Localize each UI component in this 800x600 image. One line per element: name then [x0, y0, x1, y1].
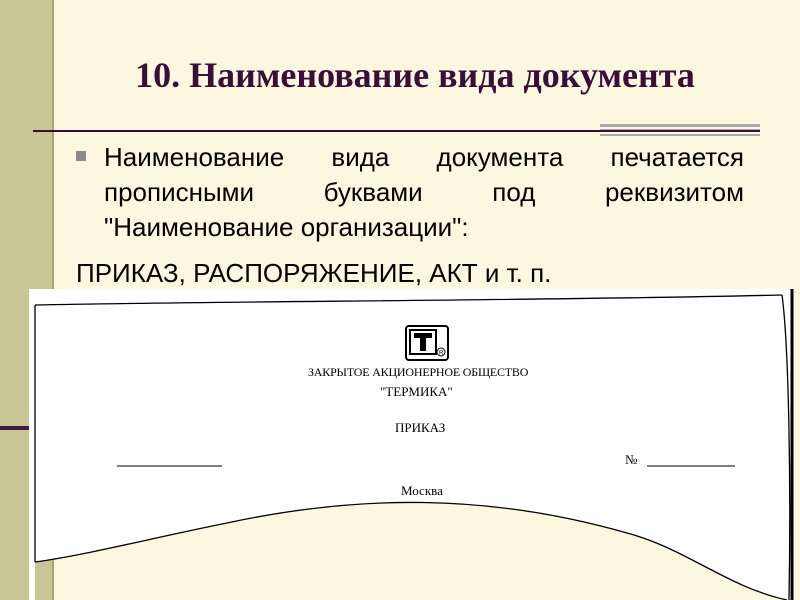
examples-text: ПРИКАЗ, РАСПОРЯЖЕНИЕ, АКТ и т. п.: [76, 258, 552, 288]
document-sample: [27, 287, 800, 600]
city-label: Москва: [401, 483, 443, 498]
bullet-text: Наименование вида документа печатается прописными буквами под реквизитом "Наименование организации":: [104, 142, 744, 242]
company-name-label: "ТЕРМИКА": [380, 384, 453, 399]
title-rule: [33, 130, 760, 132]
bullet-square-icon: [76, 151, 86, 161]
termika-logo-icon: [405, 325, 449, 361]
left-band-accent-line: [0, 426, 30, 430]
number-label: №: [625, 452, 638, 467]
company-type-label: ЗАКРЫТОЕ АКЦИОНЕРНОЕ ОБЩЕСТВО: [308, 365, 529, 379]
svg-text:R: R: [439, 350, 444, 357]
slide-title: 10. Наименование вида документа: [135, 55, 695, 95]
document-type-label: ПРИКАЗ: [395, 420, 446, 435]
